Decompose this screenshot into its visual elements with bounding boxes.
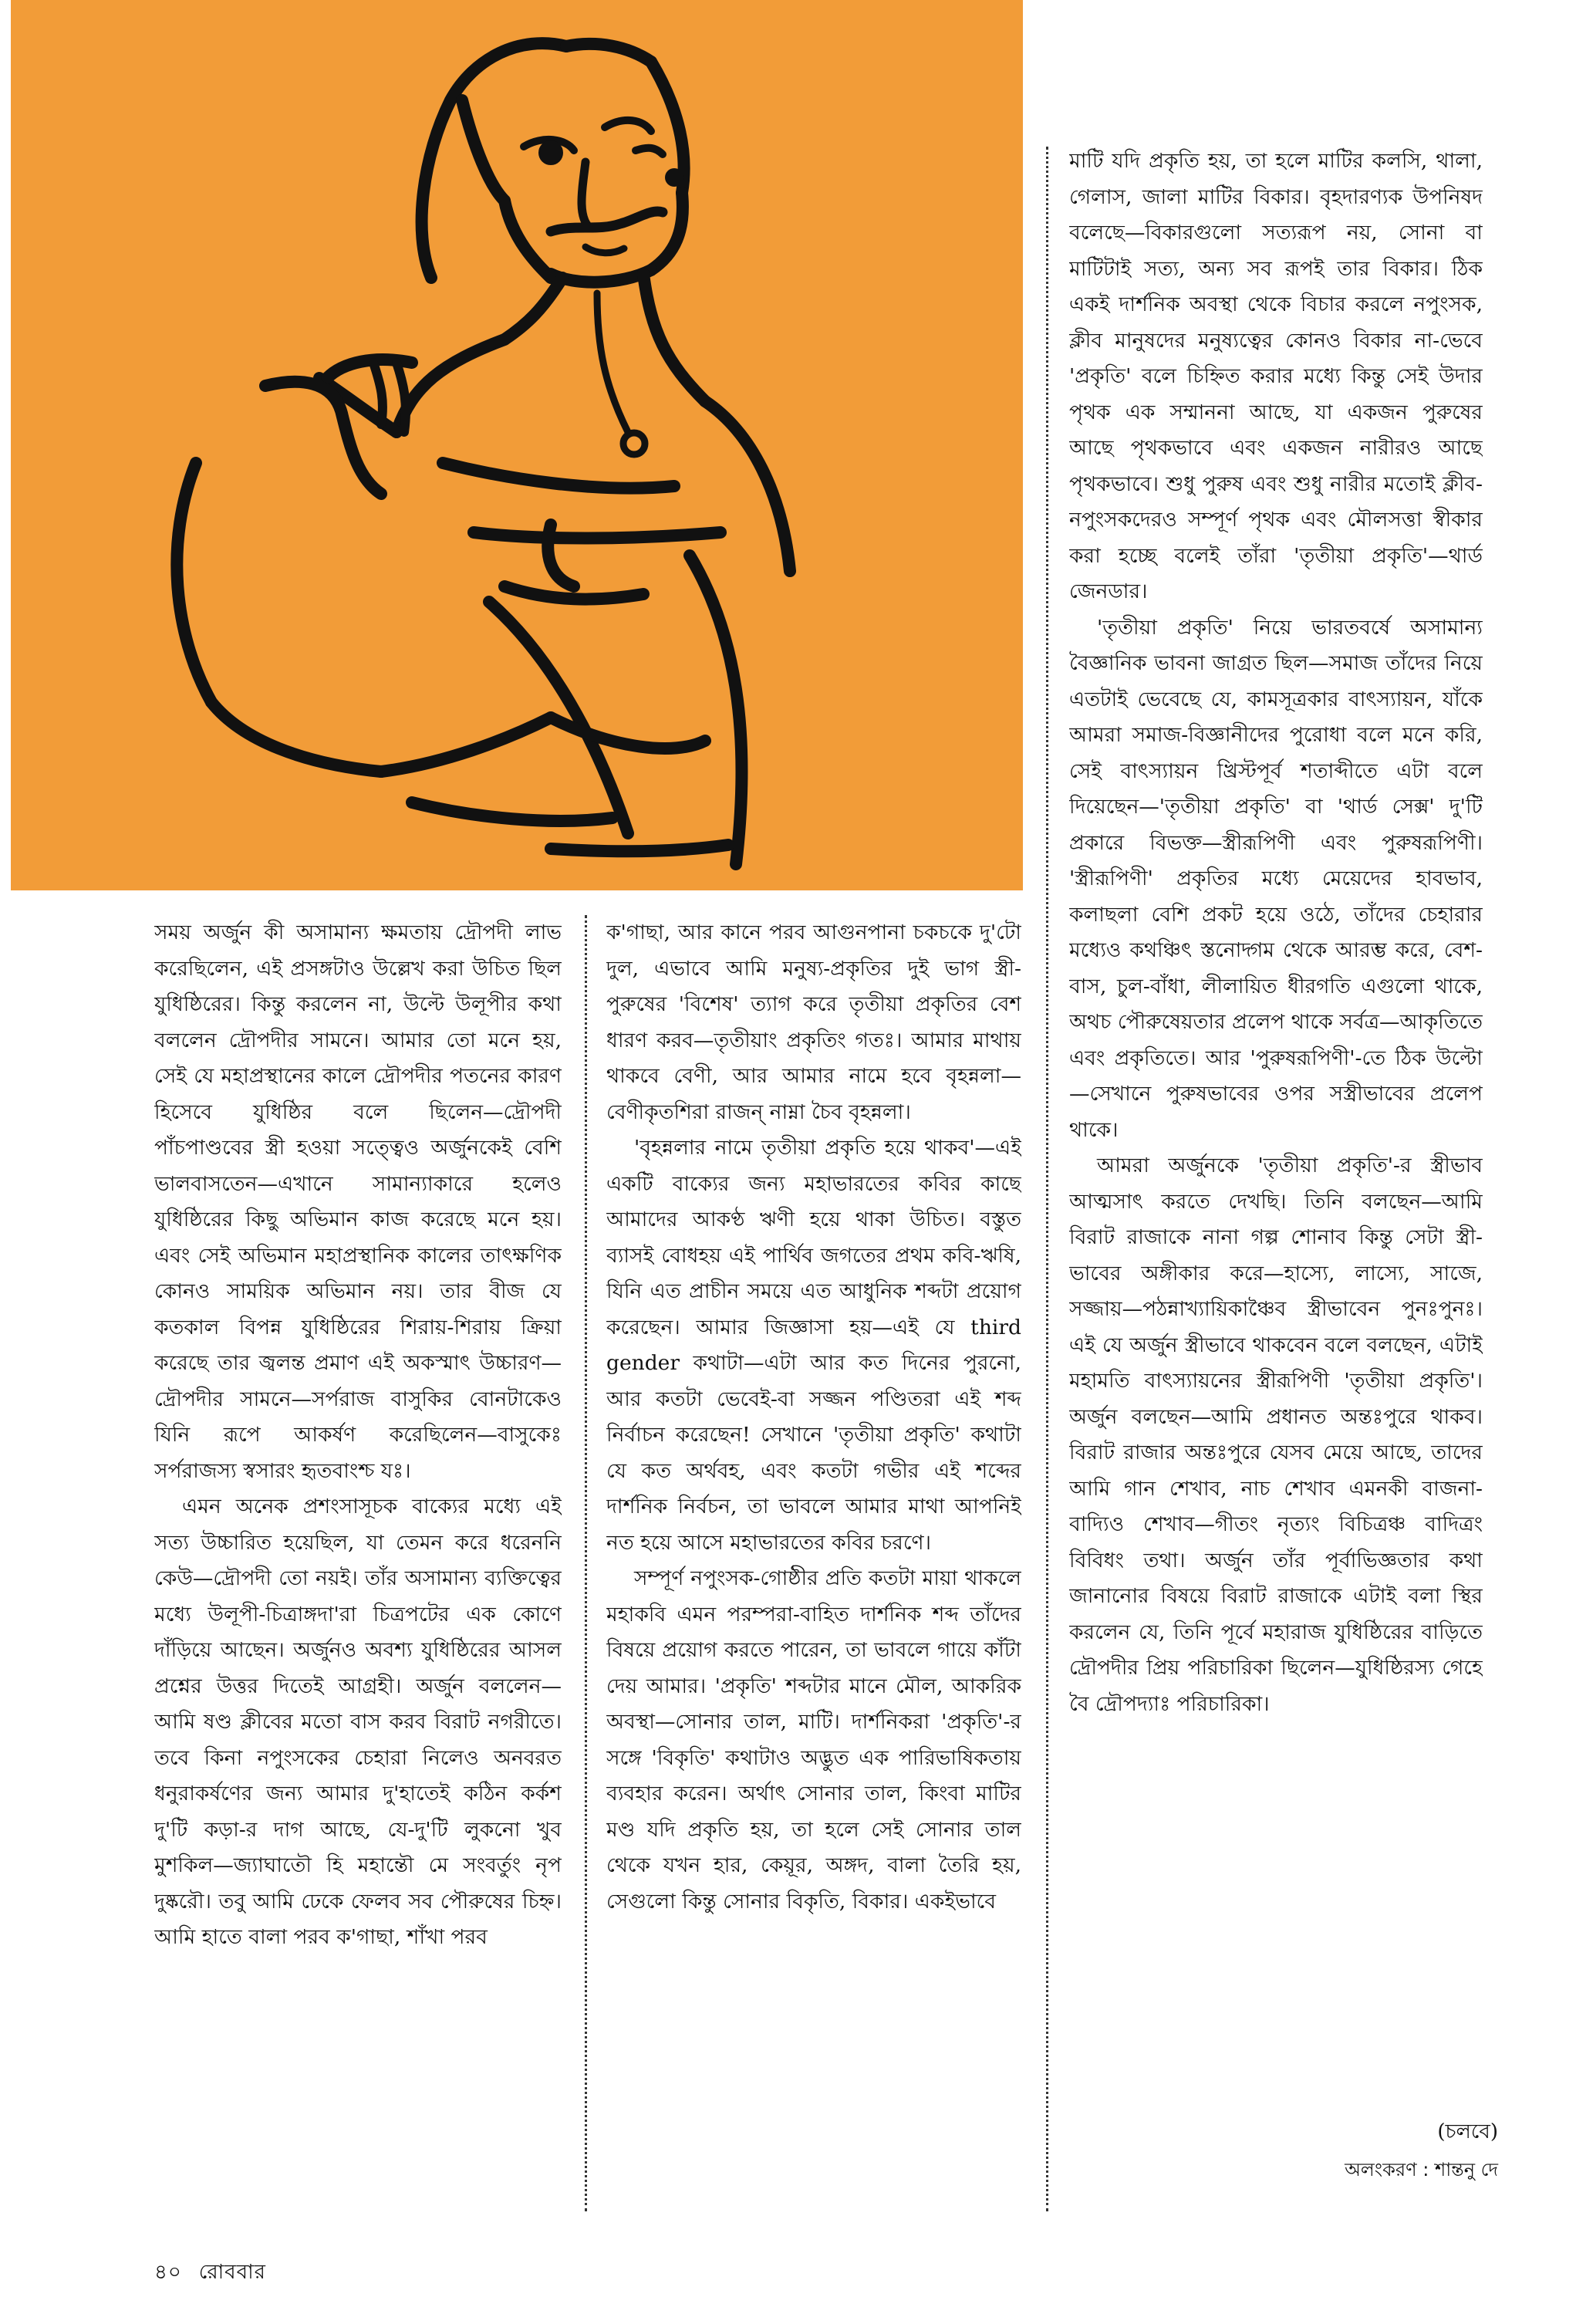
article-column-1 [154, 915, 562, 2211]
article-column-2 [606, 915, 1021, 2211]
magazine-name: রোববার [198, 2261, 266, 2284]
seated-figure-icon [11, 0, 1023, 890]
article-column-3 [1069, 144, 1483, 2157]
illustration-credit: অলংকরণ : শান্তনু দে [1345, 2159, 1498, 2180]
column-rule-2 [1046, 147, 1048, 2211]
page-folio [154, 2256, 283, 2290]
page-number: ৪০ [154, 2261, 182, 2284]
paragraph: সময় অর্জুন কী অসামান্য ক্ষমতায় দ্রৌপদী লাভ করেছিলেন, এই প্রসঙ্গটাও উল্লেখ করা উচিত ছিল যুধিষ্ঠিরের। কিন্তু করলেন না, উল্টে উলূপীর কথা বললেন দ্রৌপদীর সামনে। আমার তো মনে হয়, সেই যে মহাপ্রস্থানের কালে দ্রৌপদীর পতনের কারণ হিসেবে যুধিষ্ঠির বলে ছিলেন—দ্রৌপদী পাঁচপাণ্ডবের স্ত্রী হওয়া সত্ত্বেও অর্জুনকেই বেশি ভালবাসতেন—এখানে সামান্যাকারে হলেও যুধিষ্ঠিরের কিছু অভিমান কাজ করেছে মনে হয়। এবং সেই অভিমান মহাপ্রস্থানিক কালের তাৎক্ষণিক কোনও সাময়িক অভিমান নয়। তার বীজ যে কতকাল বিপন্ন যুধিষ্ঠিরের শিরায়-শিরায় ক্রিয়া করেছে তার জ্বলন্ত প্রমাণ এই অকস্মাৎ উচ্চারণ—দ্রৌপদীর সামনে—সর্পরাজ বাসুকির বোনটাকেও যিনি রূপে আকর্ষণ করেছিলেন—বাসুকেঃ সর্পরাজস্য স্বসারং হৃতবাংশ্চ যঃ। [154, 920, 562, 1483]
column-rule-1 [585, 915, 587, 2211]
illustration [11, 0, 1023, 890]
paragraph: আমরা অর্জুনকে 'তৃতীয়া প্রকৃতি'-র স্ত্রীভাব আত্মসাৎ করতে দেখছি। তিনি বলছেন—আমি বিরাট রাজাকে নানা গল্প শোনাব কিন্তু সেটা স্ত্রী-ভাবের অঙ্গীকার করে—হাস্যে, লাস্যে, সাজে, সজ্জায়—পঠন্নাখ্যায়িকাঞ্চৈব স্ত্রীভাবেন পুনঃপুনঃ। এই যে অর্জুন স্ত্রীভাবে থাকবেন বলে বলছেন, এটাই মহামতি বাৎস্যায়নের স্ত্রীরূপিণী 'তৃতীয়া প্রকৃতি'। অর্জুন বলছেন—আমি প্রধানত অন্তঃপুরে থাকব। বিরাট রাজার অন্তঃপুরে যেসব মেয়ে আছে, তাদের আমি গান শেখাব, নাচ শেখাব এমনকী বাজনা-বাদ্যিও শেখাব—গীতং নৃত্যং বিচিত্রঞ্চ বাদিত্রং বিবিধং তথা। অর্জুন তাঁর পূর্বাভিজ্ঞতার কথা জানানোর বিষয়ে বিরাট রাজাকে এটাই বলা স্থির করলেন যে, তিনি পূর্বে মহারাজ যুধিষ্ঠিরের বাড়িতে দ্রৌপদীর প্রিয় পরিচারিকা ছিলেন—যুধিষ্ঠিরস্য গেহে বৈ দ্রৌপদ্যাঃ পরিচারিকা। [1069, 1154, 1483, 1716]
paragraph: সম্পূর্ণ নপুংসক-গোষ্ঠীর প্রতি কতটা মায়া থাকলে মহাকবি এমন পরম্পরা-বাহিত দার্শনিক শব্দ তাঁদের বিষয়ে প্রয়োগ করতে পারেন, তা ভাবলে গায়ে কাঁটা দেয় আমার। 'প্রকৃতি' শব্দটার মানে মৌল, আকরিক অবস্থা—সোনার তাল, মাটি। দার্শনিকরা 'প্রকৃতি'-র সঙ্গে 'বিকৃতি' কথাটাও অদ্ভুত এক পারিভাষিকতায় ব্যবহার করেন। অর্থাৎ সোনার তাল, কিংবা মাটির মণ্ড যদি প্রকৃতি হয়, তা হলে সেই সোনার তাল থেকে যখন হার, কেয়ূর, অঙ্গদ, বালা তৈরি হয়, সেগুলো কিন্তু সোনার বিকৃতি, বিকার। একইভাবে [606, 1566, 1021, 1914]
paragraph: এমন অনেক প্রশংসাসূচক বাক্যের মধ্যে এই সত্য উচ্চারিত হয়েছিল, যা তেমন করে ধরেননি কেউ—দ্রৌপদী তো নয়ই। তাঁর অসামান্য ব্যক্তিত্বের মধ্যে উলূপী-চিত্রাঙ্গদা'রা চিত্রপটের এক কোণে দাঁড়িয়ে আছেন। অর্জুনও অবশ্য যুধিষ্ঠিরের আসল প্রশ্নের উত্তর দিতেই আগ্রহী। অর্জুন বললেন—আমি ষণ্ড ক্লীবের মতো বাস করব বিরাট নগরীতে। তবে কিনা নপুংসকের চেহারা নিলেও অনবরত ধনুরাকর্ষণের জন্য আমার দু'হাতেই কঠিন কর্কশ দু'টি কড়া-র দাগ আছে, যে-দু'টি লুকনো খুব মুশকিল—জ্যাঘাতৌ হি মহান্তৌ মে সংবর্তুং নৃপ দুষ্করৌ। তবু আমি ঢেকে ফেলব সব পৌরুষের চিহ্ন। আমি হাতে বালা পরব ক'গাছা, শাঁখা পরব [154, 1495, 562, 1949]
paragraph: মাটি যদি প্রকৃতি হয়, তা হলে মাটির কলসি, থালা, গেলাস, জালা মাটির বিকার। বৃহদারণ্যক উপনিষদ বলেছে—বিকারগুলো সত্যরূপ নয়, সোনা বা মাটিটাই সত্য, অন্য সব রূপই তার বিকার। ঠিক একই দার্শনিক অবস্থা থেকে বিচার করলে নপুংসক, ক্লীব মানুষদের মনুষ্যত্বের কোনও বিকার না-ভেবে 'প্রকৃতি' বলে চিহ্নিত করার মধ্যে কিন্তু সেই উদার পৃথক এক সম্মাননা আছে, যা একজন পুরুষের আছে পৃথকভাবে এবং একজন নারীরও আছে পৃথকভাবে। শুধু পুরুষ এবং শুধু নারীর মতোই ক্লীব-নপুংসকদেরও সম্পূর্ণ পৃথক এবং মৌলসত্তা স্বীকার করা হচ্ছে বলেই তাঁরা 'তৃতীয়া প্রকৃতি'—থার্ড জেনডার। [1069, 149, 1483, 603]
paragraph: ক'গাছা, আর কানে পরব আগুনপানা চকচকে দু'টো দুল, এভাবে আমি মনুষ্য-প্রকৃতির দুই ভাগ স্ত্রী-পুরুষের 'বিশেষ' ত্যাগ করে তৃতীয়া প্রকৃতির বেশ ধারণ করব—তৃতীয়াং প্রকৃতিং গতঃ। আমার মাথায় থাকবে বেণী, আর আমার নামে হবে বৃহন্নলা—বেণীকৃতশিরা রাজন্ নাম্না চৈব বৃহন্নলা। [606, 920, 1021, 1124]
paragraph: 'তৃতীয়া প্রকৃতি' নিয়ে ভারতবর্ষে অসামান্য বৈজ্ঞানিক ভাবনা জাগ্রত ছিল—সমাজ তাঁদের নিয়ে এতটাই ভেবেছে যে, কামসূত্রকার বাৎস্যায়ন, যাঁকে আমরা সমাজ-বিজ্ঞানীদের পুরোধা বলে মনে করি, সেই বাৎস্যায়ন খ্রিস্টপূর্ব শতাব্দীতে এটা বলে দিয়েছেন—'তৃতীয়া প্রকৃতি' বা 'থার্ড সেক্স' দু'টি প্রকারে বিভক্ত—স্ত্রীরূপিণী এবং পুরুষরূপিণী। 'স্ত্রীরূপিণী' প্রকৃতির মধ্যে মেয়েদের হাবভাব, কলাছলা বেশি প্রকট হয়ে ওঠে, তাঁদের চেহারার মধ্যেও কথঞ্চিৎ স্তনোদ্গম থেকে আরম্ভ করে, বেশ-বাস, চুল-বাঁধা, লীলায়িত ধীরগতি এগুলো থাকে, অথচ পৌরুষেয়তার প্রলেপ থাকে সর্বত্র—আকৃতিতে এবং প্রকৃতিতে। আর 'পুরুষরূপিণী'-তে ঠিক উল্টো—সেখানে পুরুষভাবের ওপর সস্ত্রীভাবের প্রলেপ থাকে। [1069, 615, 1483, 1142]
to-be-continued: (চলবে) [1437, 2120, 1498, 2143]
paragraph: 'বৃহন্নলার নামে তৃতীয়া প্রকৃতি হয়ে থাকব'—এই একটি বাক্যের জন্য মহাভারতের কবির কাছে আমাদের আকণ্ঠ ঋণী হয়ে থাকা উচিত। বস্তুত ব্যাসই বোধহয় এই পার্থিব জগতের প্রথম কবি-ঋষি, যিনি এত প্রাচীন সময়ে এত আধুনিক শব্দটা প্রয়োগ করেছেন। আমার জিজ্ঞাসা হয়—এই যে third gender কথাটা—এটা আর কত দিনের পুরনো, আর কতটা ভেবেই-বা সজ্জন পণ্ডিতরা এই শব্দ নির্বাচন করেছেন! সেখানে 'তৃতীয়া প্রকৃতি' কথাটা যে কত অর্থবহ, এবং কতটা গভীর এই শব্দের দার্শনিক নির্বচন, তা ভাবলে আমার মাথা আপনিই নত হয়ে আসে মহাভারতের কবির চরণে। [606, 1136, 1021, 1555]
